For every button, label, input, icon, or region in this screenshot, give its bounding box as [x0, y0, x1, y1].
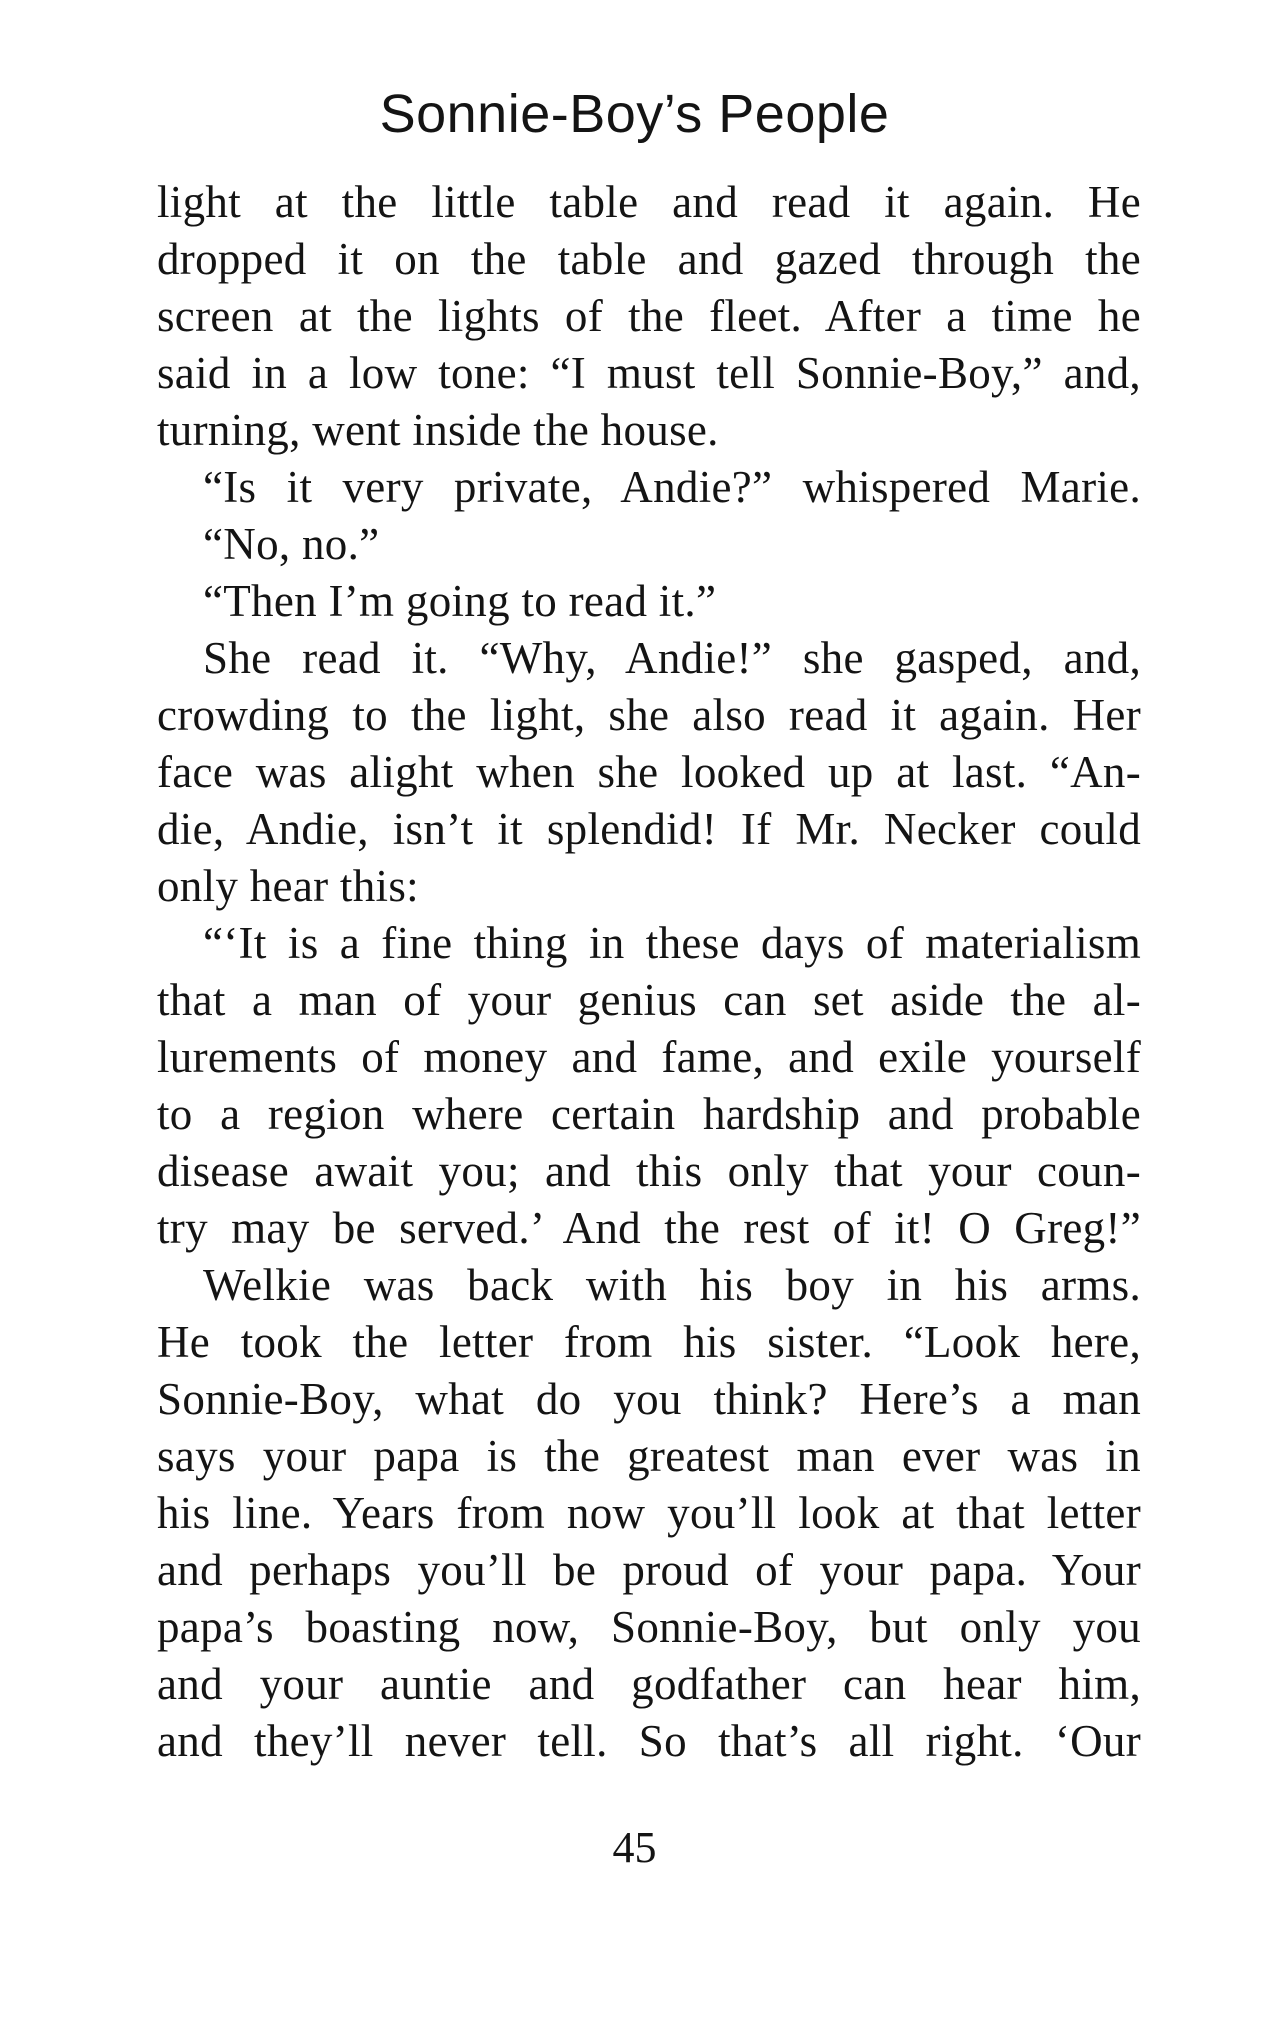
- text-line: crowding to the light, she also read it again. Her: [157, 690, 1141, 740]
- text-line: “Then I’m going to read it.”: [203, 576, 717, 626]
- text-line: and they’ll never tell. So that’s all right. ‘Our: [157, 1716, 1141, 1766]
- text-line: “No, no.”: [203, 519, 380, 569]
- text-line: light at the little table and read it again. He: [157, 177, 1141, 227]
- text-line: face was alight when she looked up at last. “An-: [157, 747, 1141, 797]
- text-line: his line. Years from now you’ll look at that letter: [157, 1488, 1141, 1538]
- text-line: Sonnie-Boy, what do you think? Here’s a man: [157, 1374, 1141, 1424]
- running-title: Sonnie-Boy’s People: [379, 84, 890, 144]
- text-line: die, Andie, isn’t it splendid! If Mr. Necker could: [157, 804, 1141, 854]
- page-number: 45: [612, 1823, 657, 1872]
- text-line: screen at the lights of the fleet. After a time he: [157, 291, 1141, 341]
- text-line: and your auntie and godfather can hear him,: [157, 1659, 1141, 1709]
- text-line: and perhaps you’ll be proud of your papa. Your: [157, 1545, 1141, 1595]
- text-line: papa’s boasting now, Sonnie-Boy, but only you: [157, 1602, 1141, 1652]
- text-line: dropped it on the table and gazed through the: [157, 234, 1141, 284]
- body-text: [157, 174, 1141, 1770]
- text-line: lurements of money and fame, and exile yourself: [157, 1032, 1141, 1082]
- text-line: “‘It is a fine thing in these days of materialism: [203, 918, 1141, 968]
- text-line: only hear this:: [157, 861, 419, 911]
- text-line: that a man of your genius can set aside the al-: [157, 975, 1141, 1025]
- text-line: to a region where certain hardship and probable: [157, 1089, 1141, 1139]
- text-line: said in a low tone: “I must tell Sonnie-Boy,” and,: [157, 348, 1141, 398]
- text-line: disease await you; and this only that your coun-: [157, 1146, 1141, 1196]
- text-line: try may be served.’ And the rest of it! O Greg!”: [157, 1203, 1141, 1253]
- text-line: She read it. “Why, Andie!” she gasped, and,: [203, 633, 1141, 683]
- text-line: says your papa is the greatest man ever was in: [157, 1431, 1141, 1481]
- text-line: “Is it very private, Andie?” whispered Marie.: [203, 462, 1141, 512]
- text-line: He took the letter from his sister. “Look here,: [157, 1317, 1141, 1367]
- text-line: turning, went inside the house.: [157, 405, 719, 455]
- text-line: Welkie was back with his boy in his arms.: [203, 1260, 1141, 1310]
